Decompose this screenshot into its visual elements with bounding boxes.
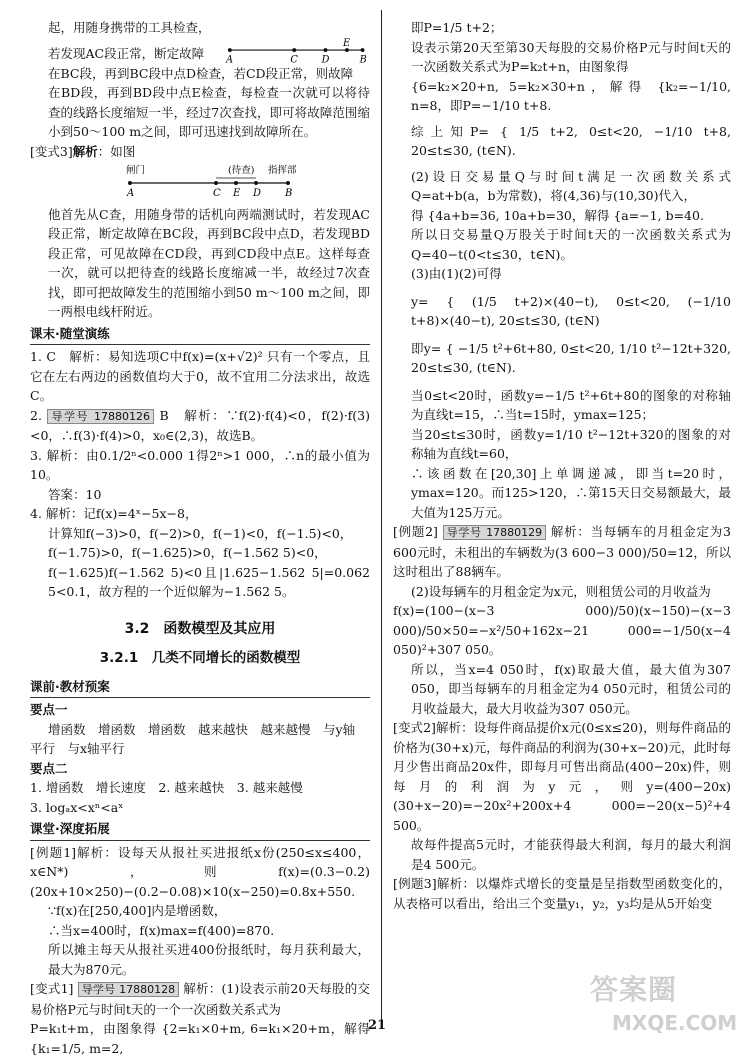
text-line: 解析：(1)设表示前20天每股的交易价格P元与时间t天的一个一次函数关系式为: [30, 981, 370, 1017]
equation-line: {6=k₂×20+n, 5=k₂×30+n，解得 {k₂=−1/10, n=8，即P=−1/10 t+8.: [411, 78, 731, 113]
text-line: 所以摊主每天从报社买进400份报纸时，每月获利最大，最大为870元。: [48, 942, 370, 977]
equation-line: y= { (1/5 t+2)×(40−t), 0≤t<20, (−1/10 t+8)×(40−t), 20≤t≤30, (t∈N): [411, 293, 731, 328]
text-line: 即P=1/5 t+2；: [411, 20, 503, 35]
analysis-label: 解析: [72, 143, 98, 159]
example-tag: [例题2]: [393, 524, 438, 539]
text-line: 在BD段，再到BD段中点E检查，每检查一次就可以将待查的线路长度缩短一半，经过7次查找，即可将故障范围缩小到50～100 m之间，即可迅速找到故障所在。: [48, 85, 370, 139]
text-line: 他首先从C查，用随身带的话机向两端测试时，若发现AC段正常，断定故障在BC段，再到BC段中点D，若发现BD段正常，可见故障在CD段，再到CD段中点E。这样每查一次，就可以把待查的线路长度缩减一半，故经过7次查找，即可把故障发生的范围缩小到50 m～100 m之间，即一两根电线杆附近。: [48, 206, 370, 319]
point-label: A: [127, 188, 135, 199]
text-line: 故每件提高5元时，才能获得最大利润，每月的最大利润是4 500元。: [411, 837, 731, 872]
equation-line: f(x)=(100−(x−3 000)/50)(x−150)−(x−3 000)/50×50=−x²/50+162x−21 000=−1/50(x−4 050)²+307 050。: [393, 603, 731, 657]
key-point-heading: 要点一: [30, 702, 68, 717]
text-line: 所以日交易量Q万股关于时间t天的一次函数关系式为Q=40−t(0<t≤30，t∈N)。: [411, 227, 731, 262]
variant-3-heading: [30, 142, 370, 162]
example-2: [393, 522, 731, 582]
point-label: E: [233, 188, 241, 199]
variant-tag: [变式3]: [30, 143, 73, 159]
subsection-title: 3.2.1 几类不同增长的函数模型: [99, 650, 301, 666]
diagram-label-pending: (待查): [228, 165, 255, 176]
text-line: f(−1.75)>0，f(−1.625)>0，f(−1.562 5)<0，: [48, 545, 327, 560]
text-line: 设表示第20天至第30天每股的交易价格P元与时间t天的一次函数关系式为P=k₂t+n，由图象得: [411, 39, 731, 74]
question-3: 3. 解析：由0.1/2ⁿ<0.000 1得2ⁿ>1 000，∴n的最小值为10。: [30, 447, 370, 482]
text-line: 计算知f(−3)>0，f(−2)>0，f(−1)<0，f(−1.5)<0，: [48, 525, 353, 541]
text-line: B 解析：∵f(2)·f(4)<0，f(2)·f(3)<0，∴f(3)·f(4)>0，x₀∈(2,3)，故选B。: [30, 407, 370, 443]
example-1: [例题1]解析：设每天从报社买进报纸x份(250≤x≤400，x∈N*)，则f(x)=(0.3−0.2)(20x+10×250)−(0.2−0.08)×10(x−250)=0.8x+550.: [30, 844, 370, 899]
point-label: E: [342, 37, 350, 49]
watermark-logo: 答案圈: [590, 973, 678, 1006]
point-label: C: [213, 188, 221, 199]
key-point-heading: 要点二: [30, 760, 68, 776]
equation-line: 得 {4a+b=36, 10a+b=30，解得 {a=−1, b=40.: [411, 207, 704, 223]
text-line: 平行 与x轴平行: [30, 741, 125, 756]
text-line: (3)由(1)(2)可得: [411, 266, 502, 281]
point-label: B: [359, 54, 367, 64]
point-label: D: [253, 188, 262, 199]
inspection-diagram: [30, 161, 370, 199]
watermark-url: MXQE.COM: [612, 1011, 738, 1035]
variant-tag: [变式1]: [30, 981, 74, 996]
point-label: B: [285, 188, 293, 199]
question-4: 4. 解析：记f(x)=4ˣ−5x−8，: [30, 506, 198, 521]
section-heading-class: 课堂·深度拓展: [30, 819, 370, 841]
diagram-label-hq: 指挥部: [268, 165, 297, 176]
point-label: A: [225, 54, 233, 64]
text-line: 3. logₐx<xⁿ<aˣ: [30, 799, 124, 815]
text-line: ∴该函数在[20,30]上单调递减，即当t=20时，ymax=120。而125>120，∴第15天日交易额最大，最大值为125万元。: [411, 465, 731, 520]
text-line: ∴当x=400时，f(x)max=f(400)=870.: [48, 922, 275, 938]
equation-line: 综上知P= { 1/5 t+2, 0≤t<20, −1/10 t+8, 20≤t≤30, (t∈N).: [411, 123, 731, 158]
column-divider: [381, 10, 382, 1020]
right-column: [393, 18, 731, 913]
variant-2: [变式2]解析：设每件商品提价x元(0≤x≤20)，则每件商品的价格为(30+x)元，每件商品的利润为(30+x−20)元，此时每月少售出商品20x件，即每月可售出商品(400−20x)件，则每月的利润为y元，则y=(400−20x)(30+x−20)=−20x²+200x+4 000=−20(x−5)²+4 500。: [393, 720, 731, 833]
example-3: [例题3]解析：以爆炸式增长的变量是呈指数型函数变化的，从表格可以看出，给出三个变量y₁，y₂，y₃均是从5开始变: [393, 876, 731, 911]
section-heading-class-end: 课末·随堂演练: [30, 324, 370, 346]
text-with-diagram: [30, 38, 370, 64]
section-heading-preclass: 课前·教材预案: [30, 677, 370, 699]
text-line: 若发现AC段正常，断定故障: [48, 46, 205, 61]
text-line: 所以，当x=4 050时，f(x)取最大值，最大值为307 050，即当每辆车的月租金定为4 050元时，租赁公司的月收益最大，最大月收益为307 050元。: [411, 661, 731, 716]
line-segment-diagram: [224, 38, 370, 64]
text-line: 当20≤t≤30时，函数y=1/10 t²−12t+320的图象的对称轴为直线t=60，: [411, 426, 731, 461]
text-line: ∵f(x)在[250,400]内是增函数，: [48, 903, 227, 918]
answer-line: 答案：10: [48, 486, 102, 502]
left-column: [30, 18, 370, 1058]
question-1: 1. C 解析：易知选项C中f(x)=(x+√2)² 只有一个零点，且它在左右两边的函数值均大于0，故不宜用二分法求出，故选C。: [30, 349, 370, 403]
point-label: D: [321, 54, 330, 64]
diagram-label-gate: 闸门: [126, 165, 146, 176]
text-line: 起，用随身携带的工具检查，: [48, 20, 211, 35]
point-label: C: [289, 54, 298, 64]
text-line: 当0≤t<20时，函数y=−1/5 t²+6t+80的图象的对称轴为直线t=15，∴当t=15时，ymax=125；: [411, 387, 731, 422]
guide-number-badge: 导学号 17880128: [78, 982, 179, 997]
text-line: 1. 增函数 增长速度 2. 越来越快 3. 越来越慢: [30, 780, 303, 795]
text-line: f(−1.625)f(−1.562 5)<0且|1.625−1.562 5|=0.062 5<0.1，故方程的一个近似解为−1.562 5。: [48, 564, 370, 599]
text-line: (2)设日交易量Q与时间t满足一次函数关系式Q=at+b(a，b为常数)，将(4,36)与(10,30)代入，: [411, 168, 731, 203]
text-line: ：如图: [97, 143, 136, 159]
question-number: 2.: [30, 407, 42, 423]
guide-number-badge: 导学号 17880126: [47, 409, 154, 424]
equation-line: P=k₁t+m，由图象得 {2=k₁×0+m, 6=k₁×20+m，解得 {k₁=1/5, m=2,: [30, 1021, 370, 1056]
variant-1: [30, 979, 370, 1019]
question-2: [30, 406, 370, 446]
section-title: 3.2 函数模型及其应用: [124, 620, 276, 637]
guide-number-badge: 导学号 17880129: [443, 525, 546, 540]
text-line: 增函数 增函数 增函数 越来越快 越来越慢 与y轴: [48, 721, 356, 737]
equation-line: 即y= { −1/5 t²+6t+80, 0≤t<20, 1/10 t²−12t+320, 20≤t≤30, (t∈N).: [411, 340, 731, 375]
text-line: 在BC段，再到BC段中点D检查，若CD段正常，则故障: [48, 65, 354, 81]
page-number: 21: [368, 1018, 387, 1033]
text-line: 解析：当每辆车的月租金定为3 600元时，未租出的车辆数为(3 600−3 000)/50=12，所以这时租出了88辆车。: [393, 524, 731, 579]
text-line: (2)设每辆车的月租金定为x元，则租赁公司的月收益为: [411, 583, 711, 599]
